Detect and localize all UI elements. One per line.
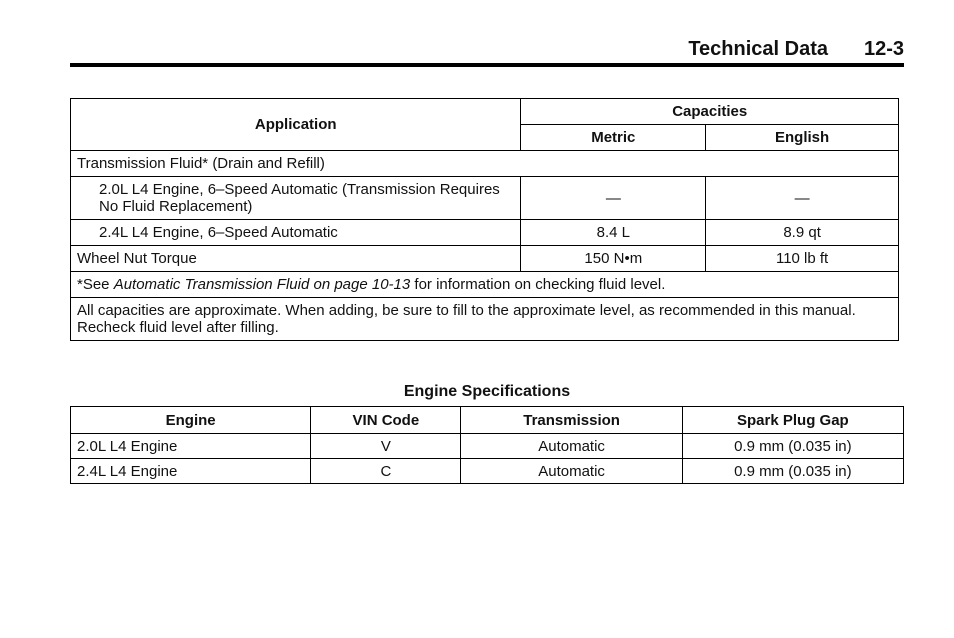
capacities-footnote: All capacities are approximate. When adding, be sure to fill to the approximate level, as recommended in this manual. Recheck fluid level after filling. bbox=[71, 298, 899, 341]
transmission-cell: Automatic bbox=[461, 434, 682, 459]
note-suffix: for information on checking fluid level. bbox=[410, 276, 666, 293]
engine-specifications-title: Engine Specifications bbox=[403, 383, 571, 400]
table-row bbox=[71, 459, 904, 484]
application-header: Application bbox=[71, 99, 521, 151]
english-cell: 8.9 qt bbox=[706, 220, 899, 246]
metric-cell: — bbox=[521, 177, 706, 220]
spark-plug-gap-cell: 0.9 mm (0.035 in) bbox=[682, 459, 903, 484]
table-row bbox=[71, 220, 899, 246]
page-number: 12-3 bbox=[863, 38, 904, 60]
capacities-table bbox=[70, 98, 899, 341]
metric-cell: 150 N•m bbox=[521, 246, 706, 272]
vin-code-cell: V bbox=[311, 434, 461, 459]
vin-code-cell: C bbox=[311, 459, 461, 484]
metric-cell: 8.4 L bbox=[521, 220, 706, 246]
table-row bbox=[71, 246, 899, 272]
application-cell: 2.0L L4 Engine, 6–Speed Automatic (Transmission Requires No Fluid Replacement) bbox=[71, 177, 521, 220]
note-prefix: *See bbox=[77, 276, 114, 293]
capacities-header: Capacities bbox=[521, 99, 899, 125]
vin-code-header: VIN Code bbox=[311, 407, 461, 434]
engine-header: Engine bbox=[71, 407, 311, 434]
transmission-fluid-section-row: Transmission Fluid* (Drain and Refill) bbox=[71, 151, 899, 177]
transmission-cell: Automatic bbox=[461, 459, 682, 484]
engine-cell: 2.4L L4 Engine bbox=[71, 459, 311, 484]
page-header bbox=[70, 38, 904, 62]
application-cell: 2.4L L4 Engine, 6–Speed Automatic bbox=[71, 220, 521, 246]
spark-plug-gap-cell: 0.9 mm (0.035 in) bbox=[682, 434, 903, 459]
fluid-note bbox=[71, 272, 899, 298]
engine-specifications-table bbox=[70, 406, 904, 484]
english-header: English bbox=[706, 125, 899, 151]
table-row bbox=[71, 177, 899, 220]
engine-cell: 2.0L L4 Engine bbox=[71, 434, 311, 459]
spark-plug-gap-header: Spark Plug Gap bbox=[682, 407, 903, 434]
metric-header: Metric bbox=[521, 125, 706, 151]
header-rule bbox=[70, 63, 904, 67]
cross-reference-link[interactable]: Automatic Transmission Fluid on page 10-13 bbox=[113, 276, 411, 293]
transmission-header: Transmission bbox=[461, 407, 682, 434]
english-cell: — bbox=[706, 177, 899, 220]
section-title: Technical Data bbox=[688, 38, 828, 60]
application-cell: Wheel Nut Torque bbox=[71, 246, 521, 272]
table-row bbox=[71, 434, 904, 459]
english-cell: 110 lb ft bbox=[706, 246, 899, 272]
